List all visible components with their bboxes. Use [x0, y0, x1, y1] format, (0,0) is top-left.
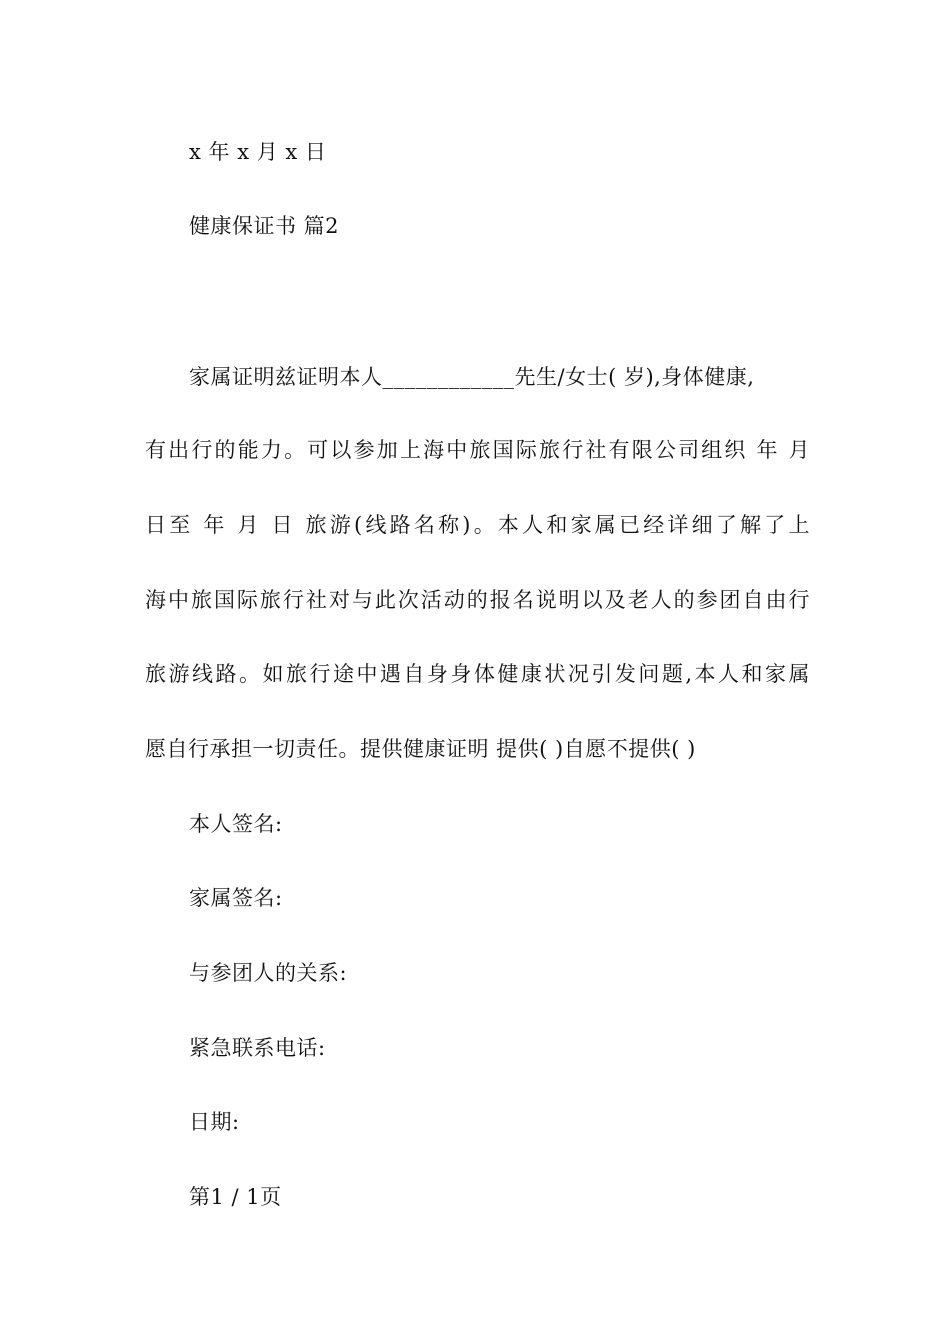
emergency-phone-label: 紧急联系电话: — [189, 1036, 326, 1060]
body-line-4: 海中旅国际旅行社对与此次活动的报名说明以及老人的参团自由行 — [145, 588, 810, 612]
section-title: 健康保证书 篇2 — [189, 214, 340, 238]
date-line: x 年 x 月 x 日 — [189, 140, 327, 164]
body-line-1: 家属证明兹证明本人____________先生/女士( 岁),身体健康, — [189, 365, 755, 389]
date-label: 日期: — [189, 1110, 240, 1134]
body-line-2: 有出行的能力。可以参加上海中旅国际旅行社有限公司组织 年 月 — [145, 438, 810, 462]
family-signature-label: 家属签名: — [189, 886, 283, 910]
relationship-label: 与参团人的关系: — [189, 961, 348, 985]
self-signature-label: 本人签名: — [189, 812, 283, 836]
body-line-6: 愿自行承担一切责任。提供健康证明 提供( )自愿不提供( ) — [145, 737, 696, 761]
body-line-3: 日至 年 月 日 旅游(线路名称)。本人和家属已经详细了解了上 — [145, 513, 810, 537]
page-number: 第1 / 1页 — [189, 1185, 282, 1209]
body-line-5: 旅游线路。如旅行途中遇自身身体健康状况引发问题,本人和家属 — [145, 662, 810, 686]
